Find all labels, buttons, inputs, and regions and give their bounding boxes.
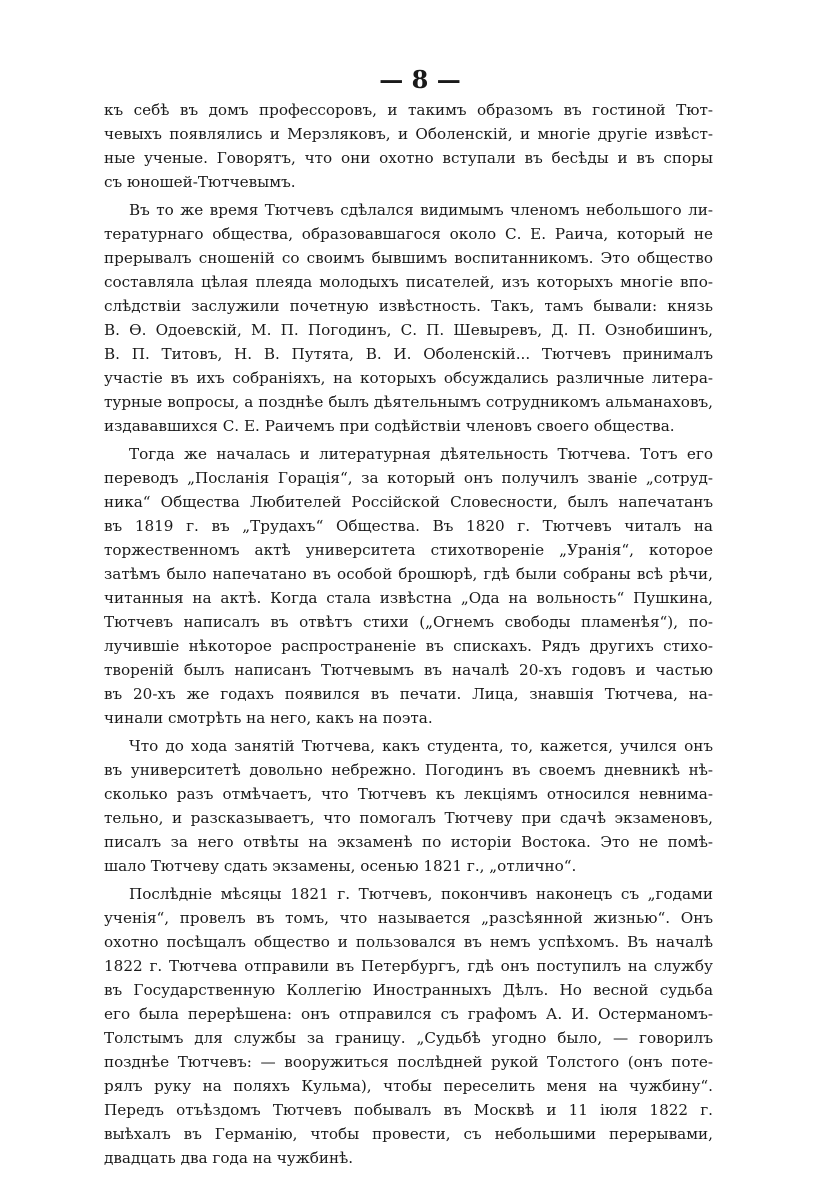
text-line: писалъ за него отвѣты на экзаменѣ по исторіи Востока. Это не помѣ- <box>104 833 713 851</box>
text-line: Тогда же началась и литературная дѣятельность Тютчева. Тотъ его <box>129 445 713 463</box>
text-line: въ университетѣ довольно небрежно. Погодинъ въ своемъ дневникѣ нѣ- <box>104 761 713 779</box>
text-line: въ Государственную Коллегію Иностранныхъ Дѣлъ. Но весной судьба <box>104 981 713 999</box>
text-line: его была перерѣшена: онъ отправился съ графомъ А. И. Остерманомъ- <box>104 1005 713 1023</box>
text-line: шало Тютчеву сдать экзамены, осенью 1821 г., „отлично“. <box>104 857 577 875</box>
paragraph <box>104 98 713 194</box>
text-line: тературнаго общества, образовавшагося около С. Е. Раича, который не <box>104 225 713 243</box>
text-line: въ 1819 г. въ „Трудахъ“ Общества. Въ 1820 г. Тютчевъ читалъ на <box>104 517 713 535</box>
text-line: лучившіе нѣкоторое распространеніе въ спискахъ. Рядъ другихъ стихо- <box>104 637 713 655</box>
text-line: прерывалъ сношеній со своимъ бывшимъ воспитанникомъ. Это общество <box>104 249 713 267</box>
text-line: сколько разъ отмѣчаетъ, что Тютчевъ къ лекціямъ относился невнима- <box>104 785 713 803</box>
text-line: издававшихся С. Е. Раичемъ при содѣйствіи членовъ своего общества. <box>104 417 675 435</box>
text-line: 1822 г. Тютчева отправили въ Петербургъ, гдѣ онъ поступилъ на службу <box>104 957 713 975</box>
paragraph <box>104 442 713 730</box>
text-line: Послѣдніе мѣсяцы 1821 г. Тютчевъ, покончивъ наконецъ съ „годами <box>129 885 713 903</box>
text-line: слѣдствіи заслужили почетную извѣстность. Такъ, тамъ бывали: князь <box>104 297 713 315</box>
page-number: — 8 — <box>379 65 461 94</box>
body-text <box>104 98 713 1170</box>
text-line: ученія“, провелъ въ томъ, что называется „разсѣянной жизнью“. Онъ <box>104 909 713 927</box>
text-line: Въ то же время Тютчевъ сдѣлался видимымъ членомъ небольшого ли- <box>129 201 713 219</box>
text-line: въ 20-хъ же годахъ появился въ печати. Лица, знавшія Тютчева, на- <box>104 685 713 703</box>
text-line: Толстымъ для службы за границу. „Судьбѣ угодно было, — говорилъ <box>104 1029 713 1047</box>
text-line: затѣмъ было напечатано въ особой брошюрѣ, гдѣ были собраны всѣ рѣчи, <box>104 565 713 583</box>
text-line: твореній былъ написанъ Тютчевымъ въ началѣ 20-хъ годовъ и частью <box>104 661 713 679</box>
text-line: позднѣе Тютчевъ: — вооружиться послѣдней рукой Толстого (онъ поте- <box>104 1053 713 1071</box>
text-line: В. П. Титовъ, Н. В. Путята, В. И. Оболенскій... Тютчевъ принималъ <box>104 345 713 363</box>
text-line: рялъ руку на поляхъ Кульма), чтобы переселить меня на чужбину“. <box>104 1077 713 1095</box>
text-line: охотно посѣщалъ общество и пользовался въ немъ успѣхомъ. Въ началѣ <box>104 933 713 951</box>
text-line: двадцать два года на чужбинѣ. <box>104 1149 354 1167</box>
text-line: читанныя на актѣ. Когда стала извѣстна „Ода на вольность“ Пушкина, <box>104 589 713 607</box>
text-line: чинали смотрѣть на него, какъ на поэта. <box>104 709 433 727</box>
text-line: ные ученые. Говорятъ, что они охотно вступали въ бесѣды и въ споры <box>104 149 713 167</box>
text-line: переводъ „Посланія Горація“, за который онъ получилъ званіе „сотруд- <box>104 469 713 487</box>
text-line: торжественномъ актѣ университета стихотвореніе „Уранія“, которое <box>104 541 713 559</box>
text-line: Что до хода занятій Тютчева, какъ студента, то, кажется, учился онъ <box>129 737 713 755</box>
text-line: Тютчевъ написалъ въ отвѣтъ стихи („Огнемъ свободы пламенѣя“), по- <box>104 613 713 631</box>
text-line: съ юношей-Тютчевымъ. <box>104 173 296 191</box>
text-line: Передъ отъѣздомъ Тютчевъ побывалъ въ Москвѣ и 11 іюля 1822 г. <box>104 1101 713 1119</box>
text-line: турные вопросы, а позднѣе былъ дѣятельнымъ сотрудникомъ альманаховъ, <box>104 393 713 411</box>
text-line: выѣхалъ въ Германію, чтобы провести, съ небольшими перерывами, <box>104 1125 713 1143</box>
text-line: В. Ѳ. Одоевскій, М. П. Погодинъ, С. П. Шевыревъ, Д. П. Ознобишинъ, <box>104 321 713 339</box>
paragraph <box>104 882 713 1170</box>
paragraph <box>104 198 713 438</box>
text-line: составляла цѣлая плеяда молодыхъ писателей, изъ которыхъ многіе впо- <box>104 273 713 291</box>
paragraph <box>104 734 713 878</box>
text-line: къ себѣ въ домъ профессоровъ, и такимъ образомъ въ гостиной Тют- <box>104 101 713 119</box>
text-line: участіе въ ихъ собраніяхъ, на которыхъ обсуждались различные литера- <box>104 369 713 387</box>
text-line: ника“ Общества Любителей Россійской Словесности, былъ напечатанъ <box>104 493 713 511</box>
text-line: тельно, и разсказываетъ, что помогалъ Тютчеву при сдачѣ экзаменовъ, <box>104 809 713 827</box>
text-line: чевыхъ появлялись и Мерзляковъ, и Оболенскій, и многіе другіе извѣст- <box>104 125 713 143</box>
